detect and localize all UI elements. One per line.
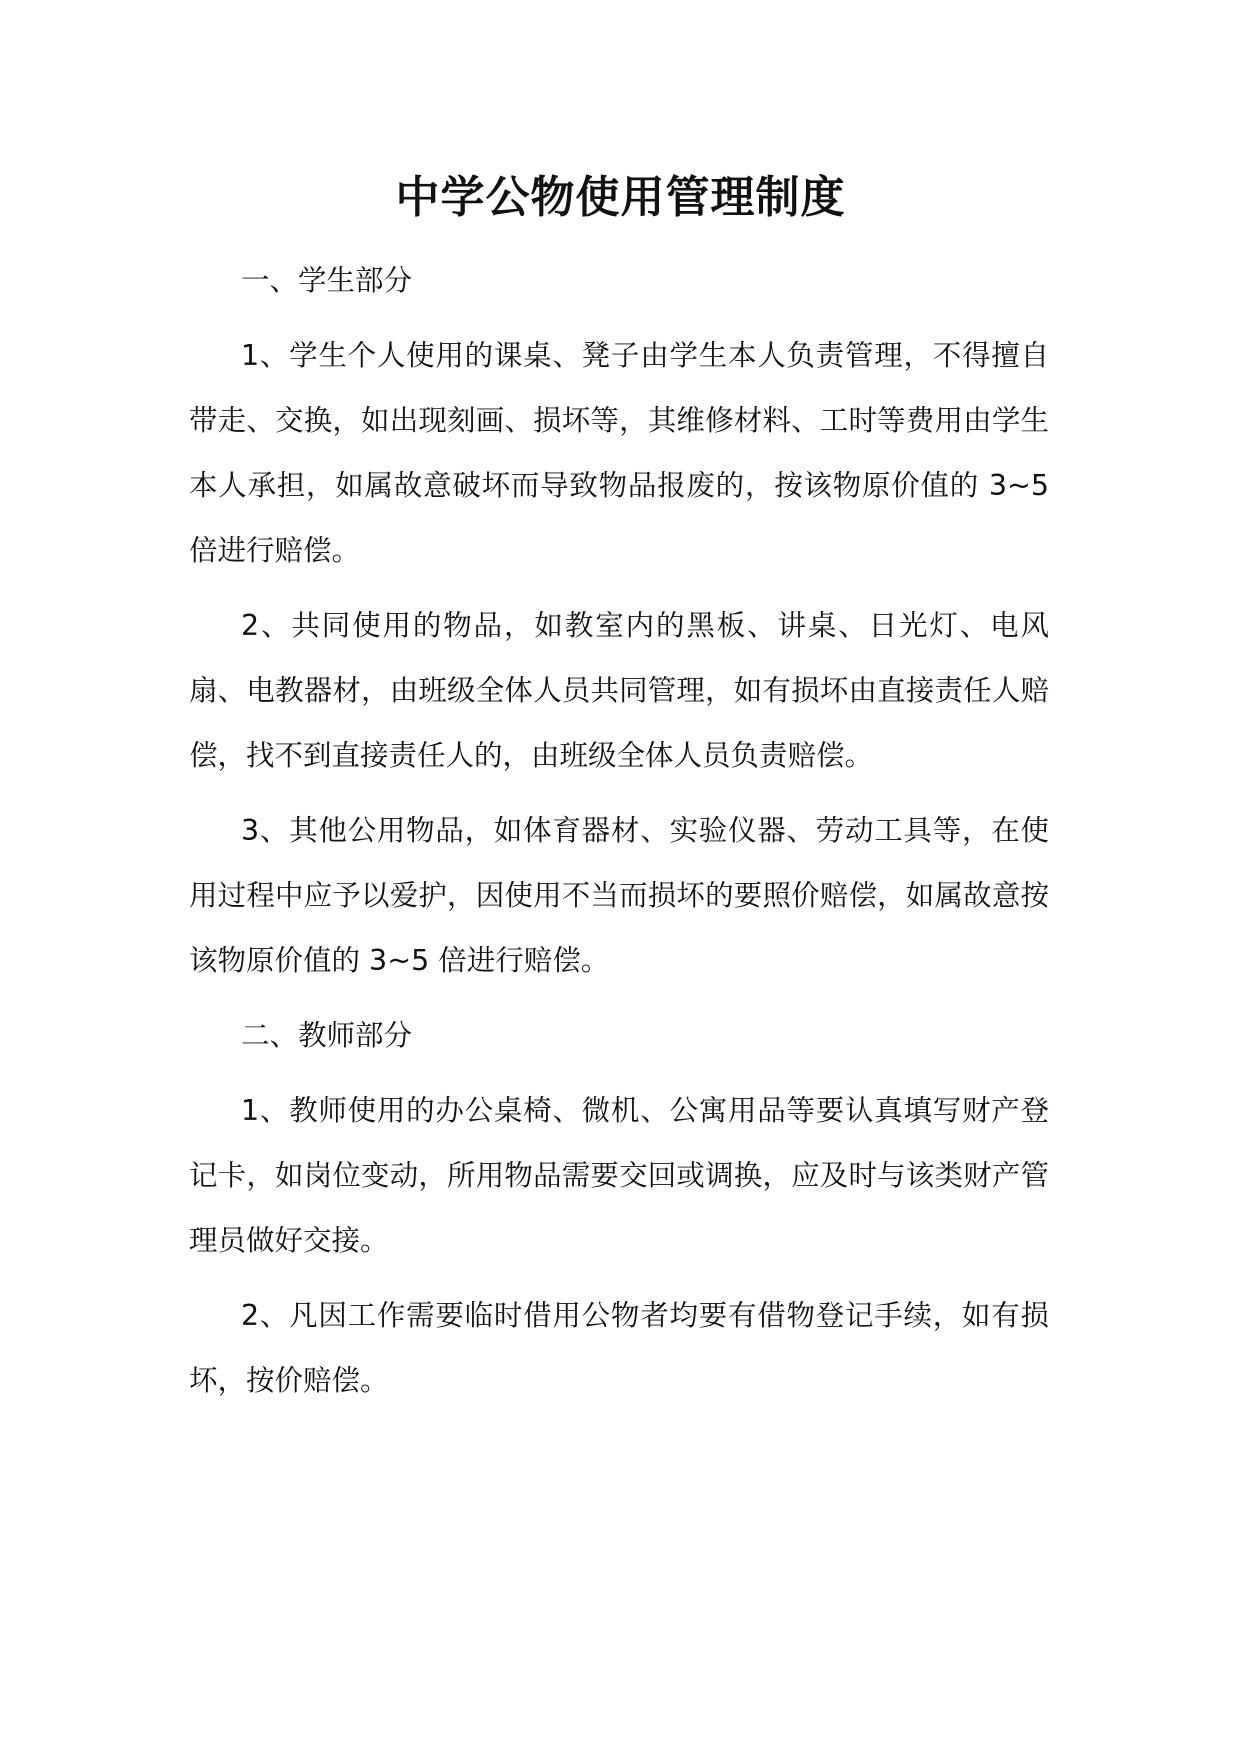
paragraph-students-3: 3、其他公用物品，如体育器材、实验仪器、劳动工具等，在使用过程中应予以爱护，因使用不当而损坏的要照价赔偿，如属故意按该物原价值的 3~5 倍进行赔偿。 (189, 814, 1049, 977)
paragraph-teachers-2: 2、凡因工作需要临时借用公物者均要有借物登记手续，如有损坏，按价赔偿。 (189, 1299, 1049, 1397)
section-heading-students: 一、学生部分 (241, 264, 413, 297)
section-heading-teachers: 二、教师部分 (241, 1019, 413, 1052)
paragraph-students-2: 2、共同使用的物品，如教室内的黑板、讲桌、日光灯、电风扇、电教器材，由班级全体人员共同管理，如有损坏由直接责任人赔偿，找不到直接责任人的，由班级全体人员负责赔偿。 (189, 609, 1049, 772)
document-title: 中学公物使用管理制度 (395, 172, 846, 223)
paragraph-students-1: 1、学生个人使用的课桌、凳子由学生本人负责管理，不得擅自带走、交换，如出现刻画、损坏等，其维修材料、工时等费用由学生本人承担，如属故意破坏而导致物品报废的，按该物原价值的 3~5 倍进行赔偿。 (189, 339, 1049, 567)
document-body (189, 248, 1049, 1423)
paragraph-teachers-1: 1、教师使用的办公桌椅、微机、公寓用品等要认真填写财产登记卡，如岗位变动，所用物品需要交回或调换，应及时与该类财产管理员做好交接。 (189, 1094, 1049, 1257)
